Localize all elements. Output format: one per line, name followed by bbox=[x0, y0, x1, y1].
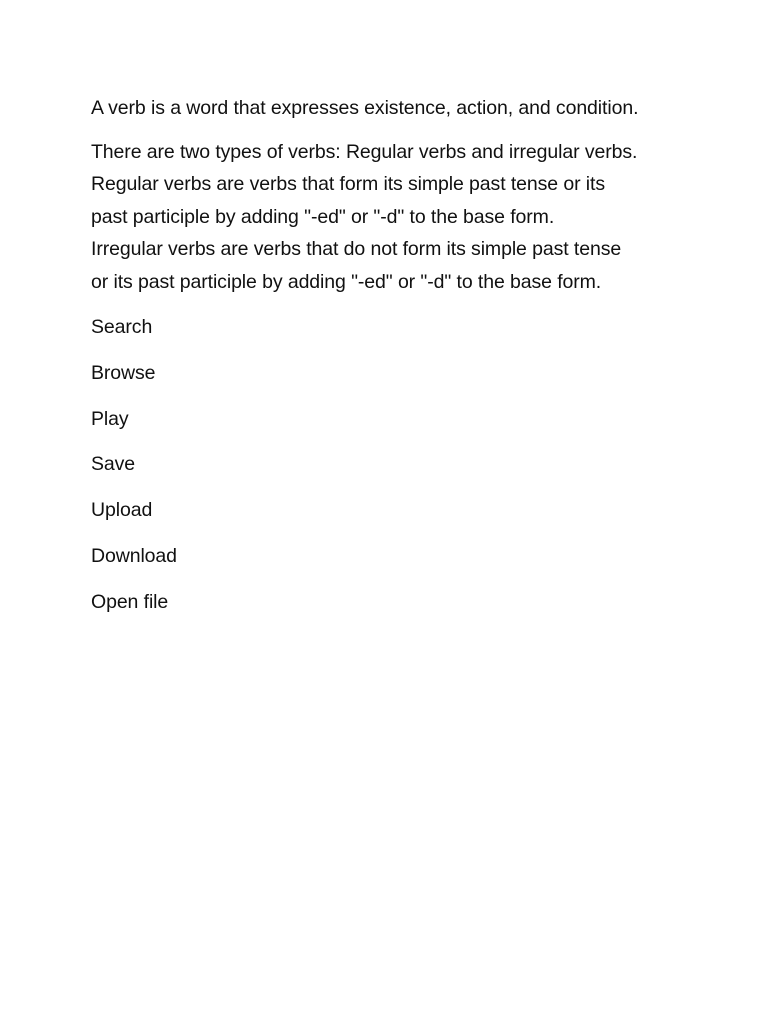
paragraph-line: Irregular verbs are verbs that do not form its simple past tense bbox=[91, 238, 622, 260]
verb-item-save: Save bbox=[91, 453, 136, 476]
verb-item-download: Download bbox=[91, 544, 177, 567]
verb-item-play: Play bbox=[91, 407, 129, 430]
verb-item-open-file: Open file bbox=[91, 590, 169, 613]
paragraph-line: past participle by adding "-ed" or "-d" to the base form. bbox=[91, 205, 555, 228]
verb-item-upload: Upload bbox=[91, 499, 153, 522]
paragraph-line: Regular verbs are verbs that form its simple past tense or its bbox=[91, 173, 606, 195]
verb-item-search: Search bbox=[91, 316, 153, 338]
document-body bbox=[91, 92, 711, 632]
paragraph-line: or its past participle by adding "-ed" or "-d" to the base form. bbox=[91, 270, 602, 293]
verb-types-paragraph bbox=[91, 136, 711, 299]
verb-item-browse: Browse bbox=[91, 361, 156, 384]
paragraph-line: There are two types of verbs: Regular verbs and irregular verbs. bbox=[91, 140, 638, 163]
definition-paragraph: A verb is a word that expresses existence, action, and condition. bbox=[91, 97, 639, 119]
verb-examples-list bbox=[91, 311, 711, 632]
